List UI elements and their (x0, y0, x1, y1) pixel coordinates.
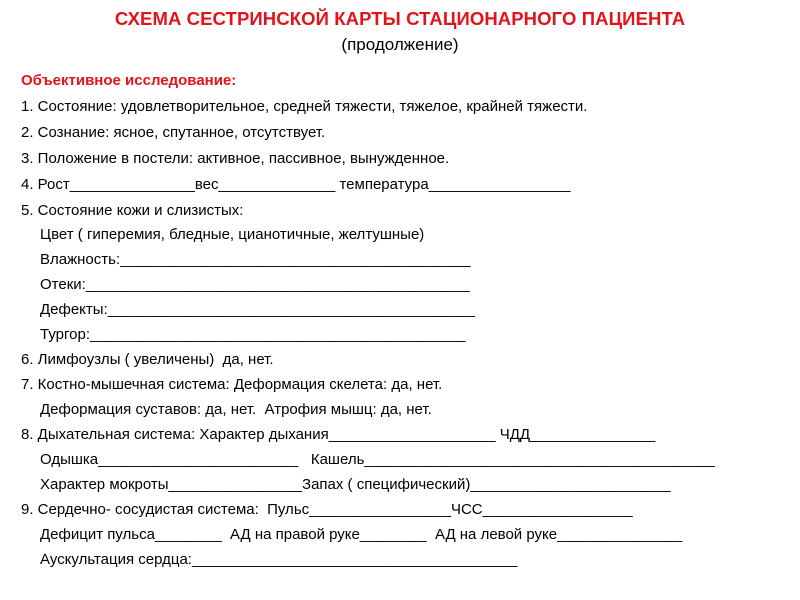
form-line-skin-color: Цвет ( гиперемия, бледные, цианотичные, желтушные) (40, 226, 425, 243)
form-line-joints-atrophy: Деформация суставов: да, нет. Атрофия мышц: да, нет. (40, 401, 432, 418)
form-line-lymph-nodes: 6. Лимфоузлы ( увеличены) да, нет. (21, 351, 274, 368)
form-line-skin-mucosa: 5. Состояние кожи и слизистых: (21, 202, 244, 219)
form-line-respiratory: 8. Дыхательная система: Характер дыхания____________________ ЧДД_______________ (21, 426, 656, 443)
form-line-height-weight-temperature: 4. Рост_______________вес______________ температура_________________ (21, 176, 571, 193)
form-line-pulse-deficit-bp: Дефицит пульса________ АД на правой руке________ АД на левой руке_______________ (40, 526, 683, 543)
form-line-defects: Дефекты:____________________________________________ (40, 301, 475, 318)
form-line-sputum: Характер мокроты________________Запах ( специфический)________________________ (40, 476, 671, 493)
page-subtitle: (продолжение) (341, 35, 459, 54)
form-line-condition: 1. Состояние: удовлетворительное, средней тяжести, тяжелое, крайней тяжести. (21, 98, 588, 115)
form-line-heart-auscultation: Аускультация сердца:_______________________________________ (40, 551, 518, 568)
form-line-cardiovascular: 9. Сердечно- сосудистая система: Пульс_________________ЧСС__________________ (21, 501, 633, 518)
form-line-moisture: Влажность:__________________________________________ (40, 251, 471, 268)
form-line-dyspnea-cough: Одышка________________________ Кашель__________________________________________ (40, 451, 715, 468)
form-line-edema: Отеки:______________________________________________ (40, 276, 470, 293)
section-heading: Объективное исследование: (21, 72, 237, 89)
form-line-consciousness: 2. Сознание: ясное, спутанное, отсутствует. (21, 124, 326, 141)
form-line-turgor: Тургор:_____________________________________________ (40, 326, 466, 343)
page-title: СХЕМА СЕСТРИНСКОЙ КАРТЫ СТАЦИОНАРНОГО ПАЦИЕНТА (114, 8, 686, 29)
form-line-musculoskeletal: 7. Костно-мышечная система: Деформация скелета: да, нет. (21, 376, 443, 393)
form-line-bed-position: 3. Положение в постели: активное, пассивное, вынужденное. (21, 150, 450, 167)
